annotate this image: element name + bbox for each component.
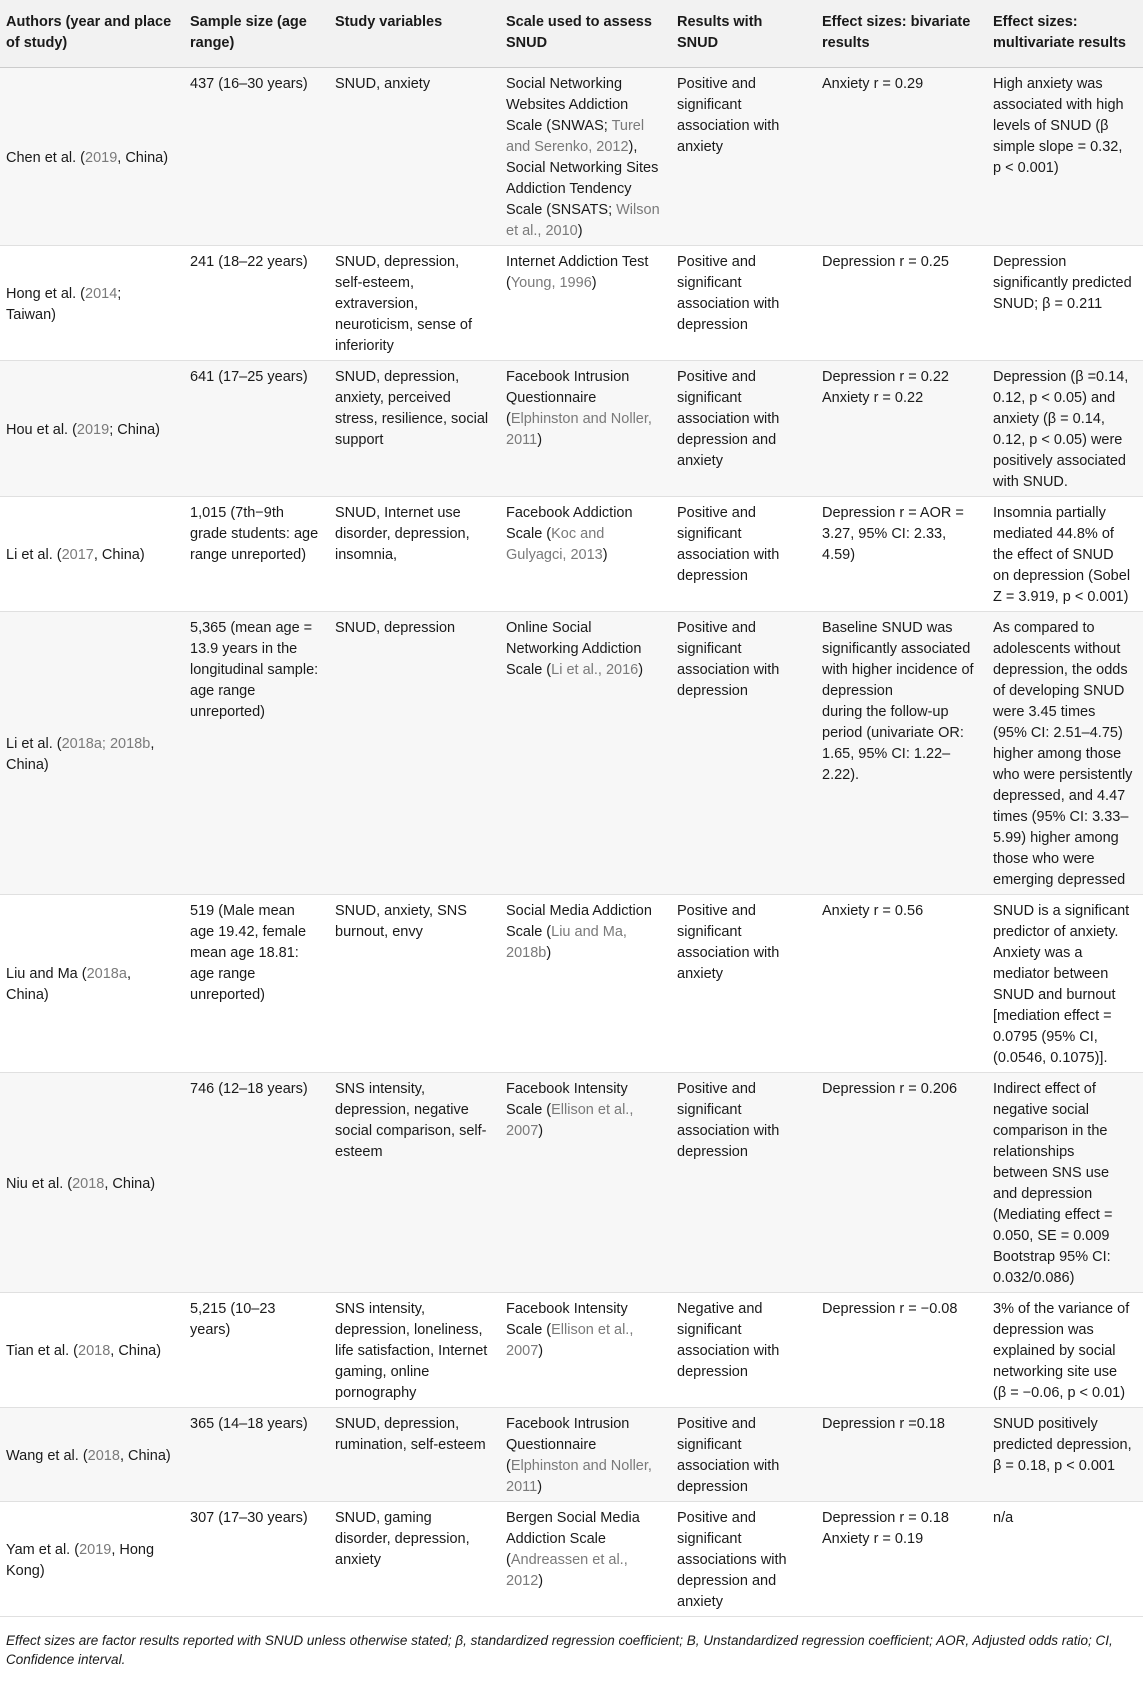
scale-cell — [500, 1293, 671, 1408]
author-cell — [0, 612, 184, 895]
study-variables-cell: SNS intensity, depression, loneliness, life satisfaction, Internet gaming, online pornography — [329, 1293, 500, 1408]
study-variables-cell: SNS intensity, depression, negative social comparison, self-esteem — [329, 1073, 500, 1293]
table-row — [0, 1293, 1143, 1408]
author-place: , China) — [104, 1175, 156, 1192]
author-year-link[interactable]: 2017 — [61, 547, 94, 563]
header-authors: Authors (year and place of study) — [0, 0, 184, 68]
author-name: Li et al. ( — [6, 735, 62, 752]
header-sample-size: Sample size (age range) — [184, 0, 329, 68]
author-name: Hong et al. ( — [6, 285, 85, 302]
author-year-link[interactable]: 2019 — [79, 1541, 112, 1558]
author-year-link[interactable]: 2018 — [72, 1175, 105, 1192]
header-results: Results with SNUD — [671, 0, 816, 68]
multivariate-effect-cell: Depression significantly predicted SNUD; β = 0.211 — [987, 246, 1143, 361]
multivariate-effect-cell: SNUD is a significant predictor of anxiety. Anxiety was a mediator between SNUD and burnout [mediation effect = 0.0795 (95% CI, (0.0546, 0.1075)]. — [987, 895, 1143, 1073]
table-row — [0, 1408, 1143, 1502]
header-scale: Scale used to assess SNUD — [500, 0, 671, 68]
table-row — [0, 246, 1143, 361]
results-cell: Positive and significant associations with depression and anxiety — [671, 1502, 816, 1617]
scale-reference-link[interactable]: Young, 1996 — [510, 275, 592, 291]
author-place: ; Taiwan) — [6, 285, 122, 323]
author-place: , China) — [93, 547, 145, 563]
author-year-link[interactable]: 2018 — [78, 1343, 111, 1359]
multivariate-effect-cell: Indirect effect of negative social comparison in the relationships between SNS use and depression (Mediating effect = 0.050, SE = 0.009 Bootstrap 95% CI: 0.032/0.086) — [987, 1073, 1143, 1293]
scale-reference-link[interactable]: Elphinston and Noller, 2011 — [506, 1458, 652, 1495]
scale-cell — [500, 895, 671, 1073]
scale-text: Internet Addiction Test ( — [506, 254, 649, 291]
scale-reference-link[interactable]: Elphinston and Noller, 2011 — [506, 411, 652, 448]
sample-size-cell: 519 (Male mean age 19.42, female mean age 18.81: age range unreported) — [184, 895, 329, 1073]
bivariate-effect-cell: Baseline SNUD was significantly associated with higher incidence of depression during the follow-up period (univariate OR: 1.65, 95% CI: 1.22–2.22). — [816, 612, 987, 895]
study-variables-cell: SNUD, anxiety, SNS burnout, envy — [329, 895, 500, 1073]
study-variables-cell: SNUD, depression — [329, 612, 500, 895]
table-row — [0, 895, 1143, 1073]
table-row — [0, 1073, 1143, 1293]
author-name: Chen et al. ( — [6, 149, 85, 166]
scale-text: Social Media Addiction Scale ( — [506, 903, 652, 940]
scale-text: Social Networking Websites Addiction Scale (SNWAS; — [506, 76, 629, 134]
scale-text: ) — [537, 432, 543, 448]
multivariate-effect-cell: n/a — [987, 1502, 1143, 1617]
author-year-link[interactable]: 2019 — [85, 149, 118, 166]
author-name: Hou et al. ( — [6, 421, 77, 438]
author-cell — [0, 246, 184, 361]
bivariate-effect-cell: Depression r = 0.25 — [816, 246, 987, 361]
header-multivariate: Effect sizes: multivariate results — [987, 0, 1143, 68]
sample-size-cell: 746 (12–18 years) — [184, 1073, 329, 1293]
results-cell: Positive and significant association with depression — [671, 1408, 816, 1502]
author-name: Liu and Ma ( — [6, 966, 87, 982]
table-footnote: Effect sizes are factor results reported with SNUD unless otherwise stated; β, standardized regression coefficient; B, Unstandardized regression coefficient; AOR, Adjusted odds ratio; CI, Confidence interval. — [6, 1633, 1113, 1667]
multivariate-effect-cell: Insomnia partially mediated 44.8% of the effect of SNUD on depression (Sobel Z = 3.919, p < 0.001) — [987, 497, 1143, 612]
multivariate-effect-cell: SNUD positively predicted depression, β = 0.18, p < 0.001 — [987, 1408, 1143, 1502]
table-row — [0, 497, 1143, 612]
scale-reference-link[interactable]: Koc and Gulyagci, 2013 — [506, 526, 605, 563]
author-place: , China) — [110, 1343, 162, 1359]
scale-text: ) — [537, 1479, 543, 1495]
scale-reference-link[interactable]: Wilson et al., 2010 — [506, 202, 660, 239]
sample-size-cell: 437 (16–30 years) — [184, 68, 329, 246]
study-variables-cell: SNUD, Internet use disorder, depression, insomnia, — [329, 497, 500, 612]
results-cell: Positive and significant association with depression — [671, 497, 816, 612]
sample-size-cell: 365 (14–18 years) — [184, 1408, 329, 1502]
bivariate-effect-cell: Depression r = −0.08 — [816, 1293, 987, 1408]
scale-text: ), Social Networking Sites Addiction Tendency Scale (SNSATS; — [506, 139, 659, 218]
header-study-variables: Study variables — [329, 0, 500, 68]
author-cell — [0, 1502, 184, 1617]
author-cell — [0, 1408, 184, 1502]
author-year-link[interactable]: 2018a; 2018b — [61, 735, 151, 752]
author-year-link[interactable]: 2018 — [87, 1447, 120, 1464]
author-name: Li et al. ( — [6, 547, 62, 563]
scale-reference-link[interactable]: Andreassen et al., 2012 — [506, 1552, 628, 1589]
results-cell: Positive and significant association with anxiety — [671, 895, 816, 1073]
table-row — [0, 1502, 1143, 1617]
scale-reference-link[interactable]: Li et al., 2016 — [551, 662, 639, 678]
multivariate-effect-cell: 3% of the variance of depression was explained by social networking site use (β = −0.06, p < 0.01) — [987, 1293, 1143, 1408]
sample-size-cell: 241 (18–22 years) — [184, 246, 329, 361]
bivariate-effect-cell: Depression r = 0.206 — [816, 1073, 987, 1293]
author-name: Wang et al. ( — [6, 1447, 88, 1464]
bivariate-effect-cell: Depression r =0.18 — [816, 1408, 987, 1502]
scale-text: Online Social Networking Addiction Scale ( — [506, 620, 642, 678]
author-year-link[interactable]: 2019 — [76, 421, 110, 438]
author-cell — [0, 1293, 184, 1408]
sample-size-cell: 1,015 (7th−9th grade students: age range unreported) — [184, 497, 329, 612]
author-place: , China) — [6, 735, 155, 773]
scale-cell — [500, 1502, 671, 1617]
scale-cell — [500, 1408, 671, 1502]
author-name: Yam et al. ( — [6, 1541, 80, 1558]
multivariate-effect-cell: High anxiety was associated with high levels of SNUD (β simple slope = 0.32, p < 0.001) — [987, 68, 1143, 246]
results-cell: Positive and significant association with depression — [671, 246, 816, 361]
author-cell — [0, 1073, 184, 1293]
bivariate-effect-cell: Anxiety r = 0.56 — [816, 895, 987, 1073]
results-cell: Negative and significant association with depression — [671, 1293, 816, 1408]
author-cell — [0, 895, 184, 1073]
scale-cell — [500, 361, 671, 497]
author-place: ; China) — [109, 421, 160, 438]
author-place: , China) — [119, 1447, 171, 1464]
results-cell: Positive and significant association with depression and anxiety — [671, 361, 816, 497]
study-variables-cell: SNUD, depression, anxiety, perceived stress, resilience, social support — [329, 361, 500, 497]
scale-text: Facebook Intrusion Questionnaire ( — [506, 1416, 630, 1474]
scale-text: Bergen Social Media Addiction Scale ( — [506, 1510, 640, 1568]
author-cell — [0, 68, 184, 246]
scale-text: Facebook Addiction Scale ( — [506, 505, 633, 542]
author-year-link[interactable]: 2018a — [86, 966, 127, 982]
multivariate-effect-cell: Depression (β =0.14, 0.12, p < 0.05) and anxiety (β = 0.14, 0.12, p < 0.05) were positively associated with SNUD. — [987, 361, 1143, 497]
scale-reference-link[interactable]: Ellison et al., 2007 — [506, 1322, 634, 1359]
author-year-link[interactable]: 2014 — [85, 285, 118, 302]
scale-reference-link[interactable]: Ellison et al., 2007 — [506, 1102, 634, 1139]
scale-text: Facebook Intrusion Questionnaire ( — [506, 369, 630, 427]
scale-reference-link[interactable]: Liu and Ma, 2018b — [506, 924, 627, 961]
bivariate-effect-cell: Depression r = 0.18 Anxiety r = 0.19 — [816, 1502, 987, 1617]
author-place: , China) — [6, 966, 131, 1003]
scale-cell — [500, 68, 671, 246]
bivariate-effect-cell: Depression r = 0.22 Anxiety r = 0.22 — [816, 361, 987, 497]
scale-text: Facebook Intensity Scale ( — [506, 1301, 628, 1338]
author-place: , China) — [117, 149, 169, 166]
author-place: , Hong Kong) — [6, 1541, 155, 1579]
scale-text: ) — [577, 223, 583, 239]
table-header-row — [0, 0, 1143, 68]
sample-size-cell: 641 (17–25 years) — [184, 361, 329, 497]
header-bivariate: Effect sizes: bivariate results — [816, 0, 987, 68]
bivariate-effect-cell: Depression r = AOR = 3.27, 95% CI: 2.33, 4.59) — [816, 497, 987, 612]
table-body — [0, 68, 1143, 1617]
author-cell — [0, 497, 184, 612]
scale-text: ) — [538, 1123, 544, 1139]
study-variables-cell: SNUD, depression, self-esteem, extraversion, neuroticism, sense of inferiority — [329, 246, 500, 361]
scale-text: ) — [591, 275, 597, 291]
results-cell: Positive and significant association with depression — [671, 612, 816, 895]
sample-size-cell: 307 (17–30 years) — [184, 1502, 329, 1617]
author-cell — [0, 361, 184, 497]
study-variables-cell: SNUD, anxiety — [329, 68, 500, 246]
scale-cell — [500, 1073, 671, 1293]
table-row — [0, 612, 1143, 895]
table-row — [0, 68, 1143, 246]
scale-text: ) — [538, 1343, 544, 1359]
author-name: Niu et al. ( — [6, 1175, 73, 1192]
bivariate-effect-cell: Anxiety r = 0.29 — [816, 68, 987, 246]
results-cell: Positive and significant association with depression — [671, 1073, 816, 1293]
sample-size-cell: 5,215 (10–23 years) — [184, 1293, 329, 1408]
study-variables-cell: SNUD, gaming disorder, depression, anxiety — [329, 1502, 500, 1617]
scale-text: ) — [546, 945, 552, 961]
scale-text: ) — [602, 547, 608, 563]
multivariate-effect-cell: As compared to adolescents without depression, the odds of developing SNUD were 3.45 times (95% CI: 2.51–4.75) higher among those who were persistently depressed, and 4.47 times (95% CI: 3.33–5.99) higher among those who were emerging depressed — [987, 612, 1143, 895]
scale-reference-link[interactable]: Turel and Serenko, 2012 — [506, 118, 645, 155]
scale-cell — [500, 497, 671, 612]
sample-size-cell: 5,365 (mean age = 13.9 years in the longitudinal sample: age range unreported) — [184, 612, 329, 895]
study-variables-cell: SNUD, depression, rumination, self-esteem — [329, 1408, 500, 1502]
scale-cell — [500, 246, 671, 361]
results-cell: Positive and significant association with anxiety — [671, 68, 816, 246]
author-name: Tian et al. ( — [6, 1343, 78, 1359]
scale-text: Facebook Intensity Scale ( — [506, 1081, 628, 1118]
scale-text: ) — [638, 662, 644, 678]
scale-cell — [500, 612, 671, 895]
scale-text: ) — [538, 1573, 544, 1589]
table-row — [0, 361, 1143, 497]
